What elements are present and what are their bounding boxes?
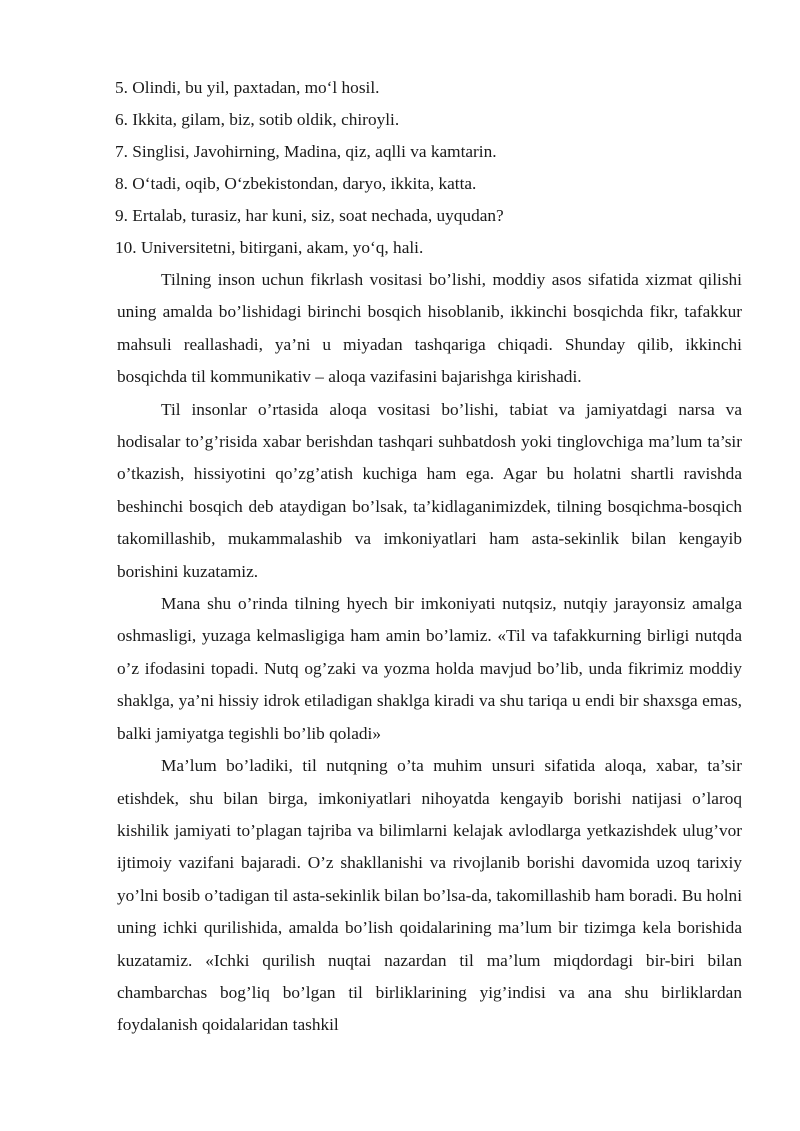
exercise-item-7: 7. Singlisi, Javohirning, Madina, qiz, aqlli va kamtarin. <box>115 142 497 161</box>
exercise-item-9: 9. Ertalab, turasiz, har kuni, siz, soat nechada, uyqudan? <box>115 206 504 225</box>
exercise-item-10: 10. Universitetni, bitirgani, akam, yo‘q, hali. <box>115 238 424 257</box>
paragraph-social-function: Ma’lum bo’ladiki, til nutqning o’ta muhim unsuri sifatida aloqa, xabar, ta’sir etishdek, shu bilan birga, imkoniyatlari nihoyatda kengayib borishi natijasi o’laroq kishilik jamiyati to’plagan tajriba va bilimlarni kelajak avlodlarga yetkazishdek ulug’vor ijtimoiy vazifani bajaradi. O’z shakllanishi va rivojlanib borishi davomida uzoq tarixiy yo’lni bosib o’tadigan til asta-sekinlik bilan bo’lsa-da, takomillashib ham boradi. Bu holni uning ichki qurilishida, amalda bo’lish qoidalarining ma’lum bir tizimga kela borishida kuzatamiz. «Ichki qurilish nuqtai nazardan til ma’lum miqdordagi bir-biri bilan chambarchas bog’liq bo’lgan til birliklarining yig’indisi va ana shu birliklardan foydalanish qoidalaridan tashkil <box>117 756 742 1035</box>
exercise-item-5: 5. Olindi, bu yil, paxtadan, mo‘l hosil. <box>115 78 380 97</box>
paragraph-communication: Til insonlar o’rtasida aloqa vositasi bo’lishi, tabiat va jamiyatdagi narsa va hodisalar to’g’risida xabar berishdan tashqari suhbatdosh yoki tinglovchiga ma’lum ta’sir o’tkazish, hissiyotini qo’zg’atish kuchiga ham ega. Agar bu holatni shartli ravishda beshinchi bosqich deb ataydigan bo’lsak, ta’kidlaganimizdek, tilning bosqichma-bosqich takomillashib, mukammalashib va imkoniyatlari ham asta-sekinlik bilan kengayib borishini kuzatamiz. <box>117 399 742 581</box>
exercise-item-8: 8. O‘tadi, oqib, O‘zbekistondan, daryo, ikkita, katta. <box>115 174 477 193</box>
paragraph-thinking-tool: Tilning inson uchun fikrlash vositasi bo’lishi, moddiy asos sifatida xizmat qilishi uning amalda bo’lishidagi birinchi bosqich hisoblanib, ikkinchi bosqichda fikr, tafakkur mahsuli reallashadi, ya’ni u miyadan tashqariga chiqadi. Shunday qilib, ikkinchi bosqichda til kommunikativ – aloqa vazifasini bajarishga kirishadi. <box>117 270 742 387</box>
paragraph-speech: Mana shu o’rinda tilning hyech bir imkoniyati nutqsiz, nutqiy jarayonsiz amalga oshmasligi, yuzaga kelmasligiga ham amin bo’lamiz. «Til va tafakkurning birligi nutqda o’z ifodasini topadi. Nutq og’zaki va yozma holda mavjud bo’lib, unda fikrimiz moddiy shaklga, ya’ni hissiy idrok etiladigan shaklga kiradi va shu tariqa u endi bir shaxsga emas, balki jamiyatga tegishli bo’lib qoladi» <box>117 594 742 743</box>
page-content <box>117 72 742 1042</box>
exercise-item-6: 6. Ikkita, gilam, biz, sotib oldik, chiroyli. <box>115 110 400 129</box>
